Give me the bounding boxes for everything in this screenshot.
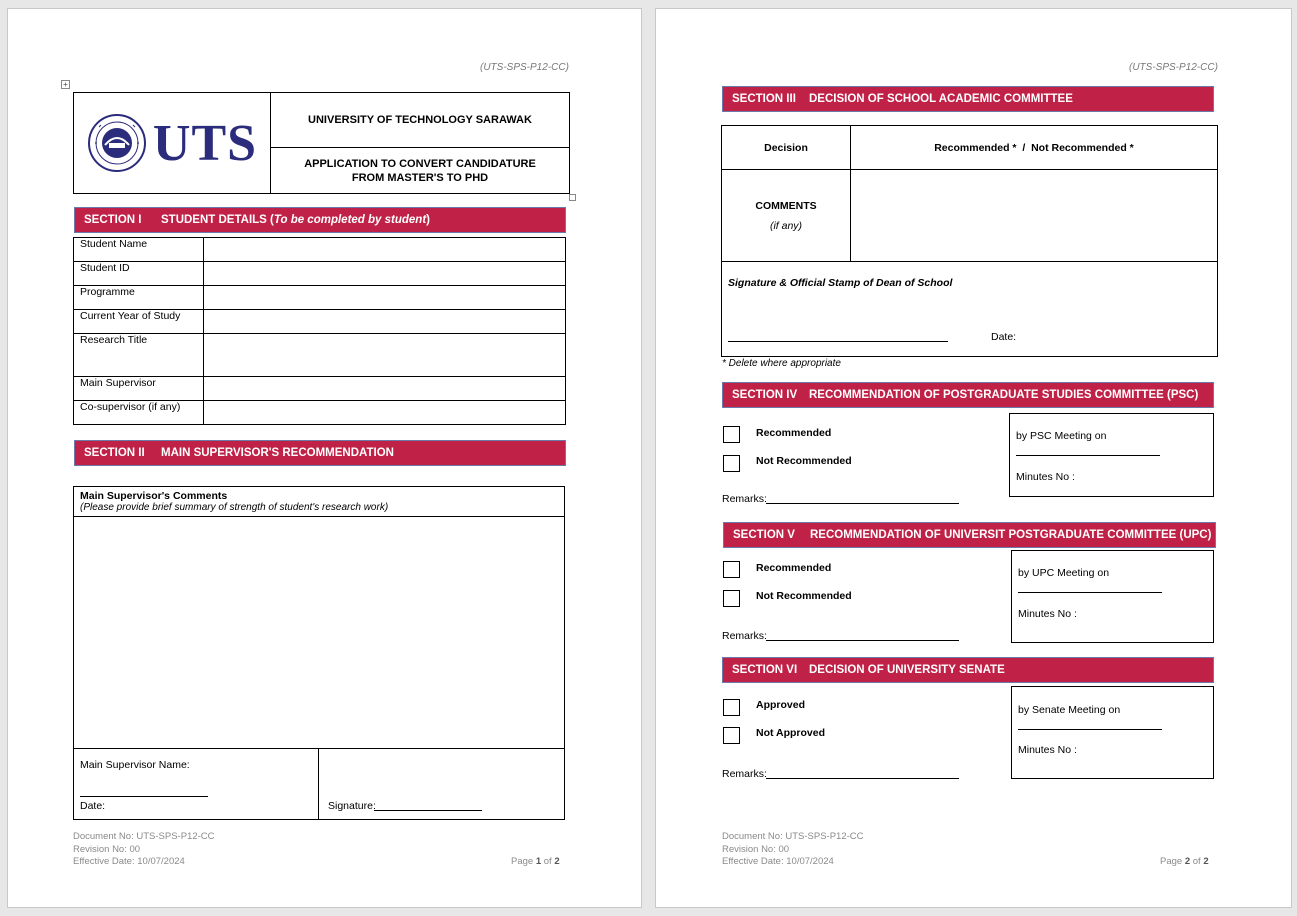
section-3-title: DECISION OF SCHOOL ACADEMIC COMMITTEE — [809, 93, 1073, 105]
footer-doc-no: Document No: UTS-SPS-P12-CC — [73, 831, 215, 842]
field-label: Main Supervisor — [74, 377, 204, 401]
footer-effective-date: Effective Date: 10/07/2024 — [73, 856, 185, 867]
co-supervisor-input[interactable] — [204, 401, 566, 425]
section-5-title: RECOMMENDATION OF UNIVERSIT POSTGRADUATE COMMITTEE (UPC) — [810, 529, 1212, 541]
student-name-input[interactable] — [204, 238, 566, 262]
comments-label: COMMENTS — [755, 199, 817, 212]
section-6-header — [722, 657, 1214, 683]
student-id-input[interactable] — [204, 262, 566, 286]
remarks-line[interactable] — [766, 640, 959, 641]
doc-code: (UTS-SPS-P12-CC) — [1129, 62, 1218, 73]
table-row — [74, 286, 566, 310]
table-row — [74, 334, 566, 377]
comments-hint: (if any) — [769, 219, 803, 232]
approved-label: Approved — [756, 699, 806, 711]
meeting-date-line[interactable] — [1018, 592, 1162, 593]
field-label: Current Year of Study — [74, 310, 204, 334]
recommended-label: Recommended — [756, 427, 832, 439]
footer-revision: Revision No: 00 — [73, 843, 141, 855]
footer-effective-date: Effective Date: 10/07/2024 — [722, 856, 834, 867]
meeting-label: by Senate Meeting on — [1018, 704, 1121, 716]
page-number: Page 1 of 2 — [511, 856, 560, 867]
supervisor-comments-input[interactable] — [74, 517, 564, 749]
main-supervisor-input[interactable] — [204, 377, 566, 401]
decision-options[interactable]: Recommended * / Not Recommended * — [934, 141, 1134, 154]
footnote: * Delete where appropriate — [722, 358, 841, 369]
section-5-header — [723, 522, 1216, 548]
section-3-header — [722, 86, 1214, 112]
section-2-header — [74, 440, 566, 466]
not-recommended-checkbox[interactable] — [723, 455, 740, 472]
table-row — [74, 238, 566, 262]
section-6-number: SECTION VI — [732, 664, 798, 676]
section-4-title: RECOMMENDATION OF POSTGRADUATE STUDIES COMMITTEE (PSC) — [809, 389, 1199, 401]
recommended-checkbox[interactable] — [723, 426, 740, 443]
footer-revision: Revision No: 00 — [722, 843, 790, 855]
recommended-label: Recommended — [756, 562, 832, 574]
uts-seal-icon — [87, 113, 147, 173]
meeting-date-line[interactable] — [1016, 455, 1160, 456]
section-1-header — [74, 207, 566, 233]
footer — [73, 831, 214, 869]
field-label: Student Name — [74, 238, 204, 262]
not-recommended-label: Not Recommended — [756, 455, 852, 467]
date-label: Date: — [80, 800, 106, 812]
senate-meeting-box — [1011, 686, 1214, 779]
not-recommended-label: Not Recommended — [756, 590, 852, 602]
title-cell — [271, 93, 569, 193]
psc-meeting-box — [1009, 413, 1214, 497]
comments-label: Main Supervisor's Comments — [80, 490, 228, 502]
programme-input[interactable] — [204, 286, 566, 310]
field-label: Co-supervisor (if any) — [74, 401, 204, 425]
university-name: UNIVERSITY OF TECHNOLOGY SARAWAK — [308, 114, 532, 126]
remarks-line[interactable] — [766, 503, 959, 504]
table-row — [74, 401, 566, 425]
signature-line[interactable] — [374, 810, 482, 811]
section-1-number: SECTION I — [84, 214, 142, 226]
section-5-number: SECTION V — [733, 529, 795, 541]
doc-code: (UTS-SPS-P12-CC) — [480, 62, 569, 73]
supervisor-comments-box — [73, 486, 565, 820]
not-recommended-checkbox[interactable] — [723, 590, 740, 607]
field-label: Programme — [74, 286, 204, 310]
field-label: Research Title — [74, 334, 204, 377]
meeting-label: by UPC Meeting on — [1018, 567, 1110, 579]
section-4-header — [722, 382, 1214, 408]
uts-logo-text: UTS — [152, 114, 258, 172]
page-number: Page 2 of 2 — [1160, 856, 1209, 867]
page-1 — [7, 8, 642, 908]
table-row — [74, 310, 566, 334]
not-approved-checkbox[interactable] — [723, 727, 740, 744]
table-resize-handle[interactable] — [569, 194, 576, 201]
date-label: Date: — [991, 331, 1017, 343]
student-details-table — [73, 237, 566, 425]
section-2-number: SECTION II — [84, 447, 145, 459]
table-row — [74, 377, 566, 401]
remarks-label: Remarks: — [722, 630, 767, 642]
remarks-line[interactable] — [766, 778, 959, 779]
signature-label: Signature: — [328, 800, 376, 812]
minutes-label: Minutes No : — [1018, 608, 1077, 620]
meeting-date-line[interactable] — [1018, 729, 1162, 730]
form-title-line-1: APPLICATION TO CONVERT CANDIDATURE — [304, 157, 536, 170]
comments-hint: (Please provide brief summary of strength of student's research work) — [80, 502, 389, 513]
form-title-line-2: FROM MASTER'S TO PHD — [351, 171, 489, 184]
section-6-title: DECISION OF UNIVERSITY SENATE — [809, 664, 1005, 676]
upc-meeting-box — [1011, 550, 1214, 643]
meeting-label: by PSC Meeting on — [1016, 430, 1107, 442]
table-move-handle-icon[interactable]: + — [61, 80, 70, 89]
dean-signature-line[interactable] — [728, 341, 948, 342]
current-year-input[interactable] — [204, 310, 566, 334]
minutes-label: Minutes No : — [1016, 471, 1075, 483]
section-4-number: SECTION IV — [732, 389, 798, 401]
logo-cell — [74, 93, 271, 193]
approved-checkbox[interactable] — [723, 699, 740, 716]
supervisor-name-line[interactable] — [80, 796, 208, 797]
field-label: Student ID — [74, 262, 204, 286]
page-2 — [655, 8, 1292, 908]
section-3-number: SECTION III — [732, 93, 796, 105]
remarks-label: Remarks: — [722, 768, 767, 780]
dean-signature-label: Signature & Official Stamp of Dean of School — [728, 277, 953, 289]
header-table — [73, 92, 570, 194]
footer-doc-no: Document No: UTS-SPS-P12-CC — [722, 831, 864, 842]
decision-label: Decision — [722, 126, 851, 169]
not-approved-label: Not Approved — [756, 727, 826, 739]
section-2-title: MAIN SUPERVISOR'S RECOMMENDATION — [161, 447, 394, 459]
school-comments-input[interactable] — [851, 170, 1217, 261]
research-title-input[interactable] — [204, 334, 566, 377]
table-row — [74, 262, 566, 286]
recommended-checkbox[interactable] — [723, 561, 740, 578]
supervisor-name-label: Main Supervisor Name: — [80, 759, 190, 771]
minutes-label: Minutes No : — [1018, 744, 1077, 756]
remarks-label: Remarks: — [722, 493, 767, 505]
footer — [722, 831, 863, 869]
school-decision-box — [721, 125, 1218, 357]
section-1-title: STUDENT DETAILS (To be completed by student) — [161, 214, 430, 226]
